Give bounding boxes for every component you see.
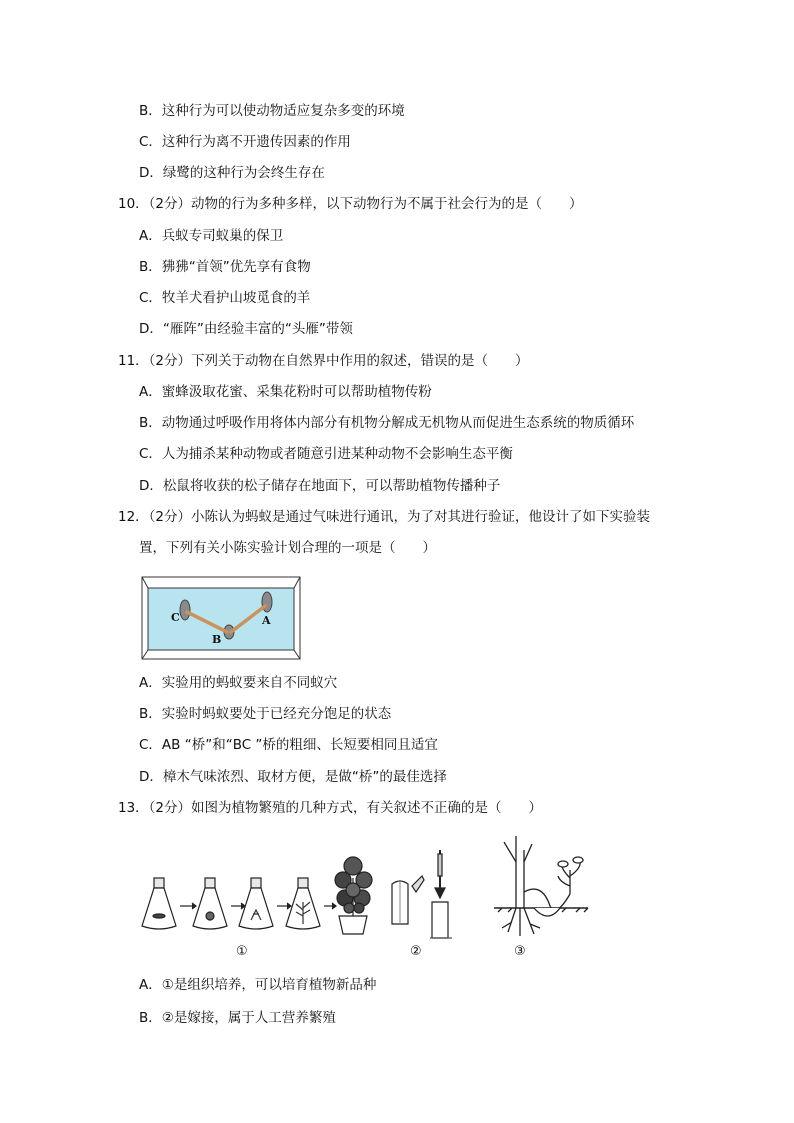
q13-option-b: B．②是嫁接，属于人工营养繁殖 (139, 1010, 336, 1026)
q10-option-c: C．牧羊犬看护山坡觅食的羊 (139, 290, 311, 306)
q12-stem-line2: 置，下列有关小陈实验计划合理的一项是（ ） (139, 540, 436, 556)
ant-bridge-figure (141, 576, 301, 660)
q9-option-b: B．这种行为可以使动物适应复杂多变的环境 (139, 103, 405, 119)
layering-figure (490, 832, 590, 944)
potted-plant (335, 857, 372, 934)
flask-4 (286, 878, 320, 929)
q11-stem: 11．（2分）下列关于动物在自然界中作用的叙述，错误的是（ ） (118, 353, 529, 369)
bent-branch (524, 889, 570, 910)
q9-option-c: C．这种行为离不开遗传因素的作用 (139, 134, 351, 150)
roots (502, 908, 540, 936)
soil-mound (534, 908, 560, 916)
label-a: A (262, 614, 271, 627)
flask-1 (142, 878, 176, 929)
q12-option-d: D．樟木气味浓烈、取材方便，是做“桥”的最佳选择 (139, 769, 447, 785)
tissue-culture-figure (138, 848, 378, 940)
q13-option-a: A．①是组织培养，可以培育植物新品种 (139, 977, 377, 993)
label-c: C (171, 611, 180, 624)
flask-3 (239, 878, 273, 929)
q11-option-b: B．动物通过呼吸作用将体内部分有机物分解成无机物从而促进生态系统的物质循环 (139, 415, 635, 431)
flask-2 (193, 878, 227, 929)
q12-option-b: B．实验时蚂蚁要处于已经充分饱足的状态 (139, 706, 392, 722)
q10-option-b: B．狒狒“首领”优先享有食物 (139, 259, 311, 275)
q10-option-d: D．“雁阵”由经验丰富的“头雁”带领 (139, 321, 353, 337)
figure-label-1: ① (236, 944, 248, 959)
q11-option-a: A．蜜蜂汲取花蜜、采集花粉时可以帮助植物传粉 (139, 384, 432, 400)
q10-stem: 10．（2分）动物的行为多种多样，以下动物行为不属于社会行为的是（ ） (118, 196, 583, 212)
grafting-figure (386, 846, 466, 942)
q9-option-d: D．绿鹭的这种行为会终生存在 (139, 165, 325, 181)
figure-label-2: ② (410, 944, 422, 959)
q13-stem: 13．（2分）如图为植物繁殖的几种方式，有关叙述不正确的是（ ） (118, 800, 543, 816)
q11-option-d: D．松鼠将收获的松子储存在地面下，可以帮助植物传播种子 (139, 478, 501, 494)
label-b: B (212, 633, 222, 646)
q12-option-c: C．AB “桥”和“BC ”桥的粗细、长短要相同且适宜 (139, 737, 438, 753)
scion-small (412, 876, 424, 892)
platform-c (180, 600, 190, 620)
q11-option-c: C．人为捕杀某种动物或者随意引进某种动物不会影响生态平衡 (139, 446, 513, 462)
q12-stem-line1: 12．（2分）小陈认为蚂蚁是通过气味进行通讯，为了对其进行验证，他设计了如下实验装 (118, 509, 651, 525)
q10-option-a: A．兵蚁专司蚁巢的保卫 (139, 228, 284, 244)
stock-right (432, 902, 448, 938)
q12-option-a: A．实验用的蚂蚁要来自不同蚁穴 (139, 675, 338, 691)
trunk (516, 836, 524, 908)
figure-label-3: ③ (514, 944, 526, 959)
